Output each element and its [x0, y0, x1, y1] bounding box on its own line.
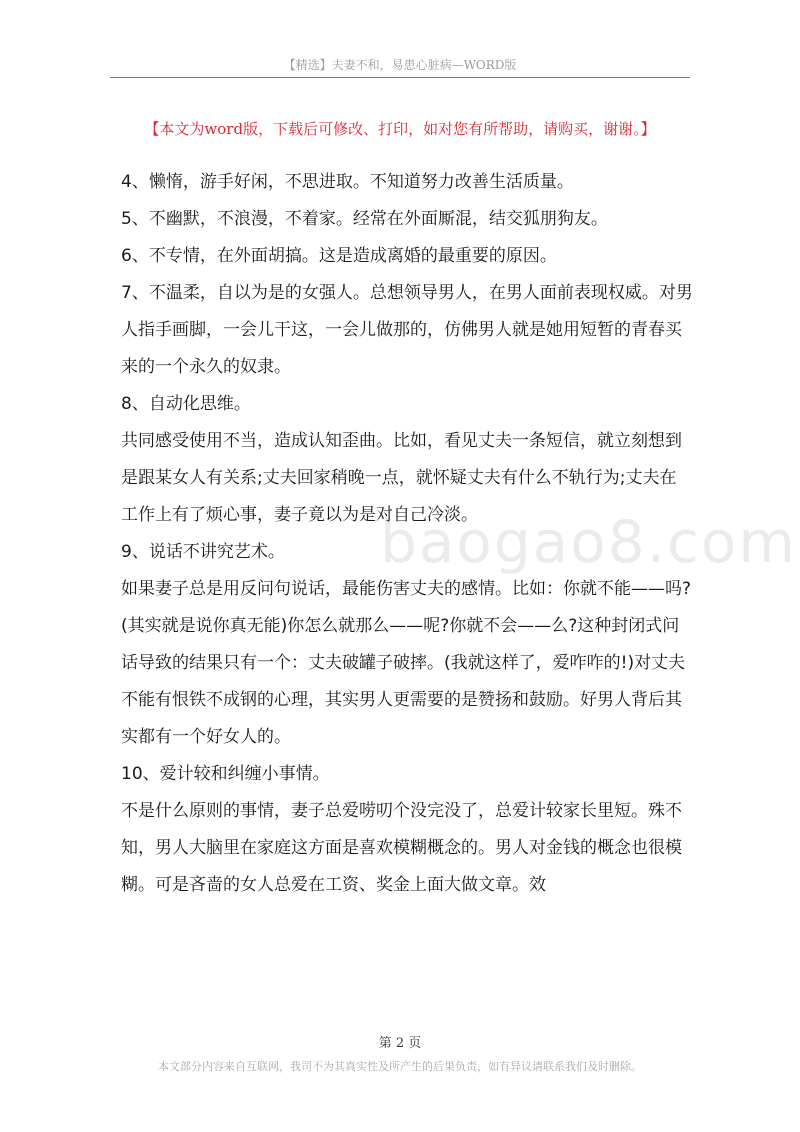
paragraph: 9、说话不讲究艺术。 — [121, 542, 285, 562]
disclaimer-footer: 本文部分内容来自互联网，我司不为其真实性及所产生的后果负责，如有异议请联系我们及时删除。 — [158, 1060, 642, 1073]
paragraph: 共同感受使用不当，造成认知歪曲。比如，看见丈夫一条短信，就立刻想到是跟某女人有关系;丈夫回家稍晚一点，就怀疑丈夫有什么不轨行为;丈夫在工作上有了烦心事，妻子竟以为是对自己冷淡。 — [121, 431, 682, 525]
paragraph: 5、不幽默，不浪漫，不着家。经常在外面厮混，结交狐朋狗友。 — [121, 209, 608, 229]
watermark: baogao8.com — [380, 508, 797, 576]
paragraph: 6、不专情，在外面胡搞。这是造成离婚的最重要的原因。 — [121, 246, 557, 266]
document-body — [121, 164, 693, 904]
page-number: 第 2 页 — [378, 1036, 422, 1051]
paragraph: 如果妻子总是用反问句说话，最能伤害丈夫的感情。比如：你就不能——吗?(其实就是说你真无能)你怎么就那么——呢?你就不会——么?这种封闭式问话导致的结果只有一个：丈夫破罐子破摔。(我就这样了，爱咋咋的!)对丈夫不能有恨铁不成钢的心理，其实男人更需要的是赞扬和鼓励。好男人背后其实都有一个好女人的。 — [121, 579, 692, 747]
paragraph: 4、懒惰，游手好闲，不思进取。不知道努力改善生活质量。 — [121, 172, 574, 192]
page-header: 【精选】夫妻不和，易患心脏病—WORD版 — [283, 58, 517, 72]
paragraph: 8、自动化思维。 — [121, 394, 251, 414]
paragraph: 10、爱计较和纠缠小事情。 — [121, 764, 330, 784]
header-divider — [110, 77, 690, 78]
paragraph: 不是什么原则的事情，妻子总爱唠叨个没完没了，总爱计较家长里短。殊不知，男人大脑里在家庭这方面是喜欢模糊概念的。男人对金钱的概念也很模糊。可是吝啬的女人总爱在工资、奖金上面大做文章。效 — [121, 801, 682, 895]
paragraph: 7、不温柔，自以为是的女强人。总想领导男人，在男人面前表现权威。对男人指手画脚，一会儿干这，一会儿做那的，仿佛男人就是她用短暂的青春买来的一个永久的奴隶。 — [121, 283, 693, 377]
purchase-notice: 【本文为word版，下载后可修改、打印，如对您有所帮助，请购买，谢谢。】 — [144, 120, 656, 138]
